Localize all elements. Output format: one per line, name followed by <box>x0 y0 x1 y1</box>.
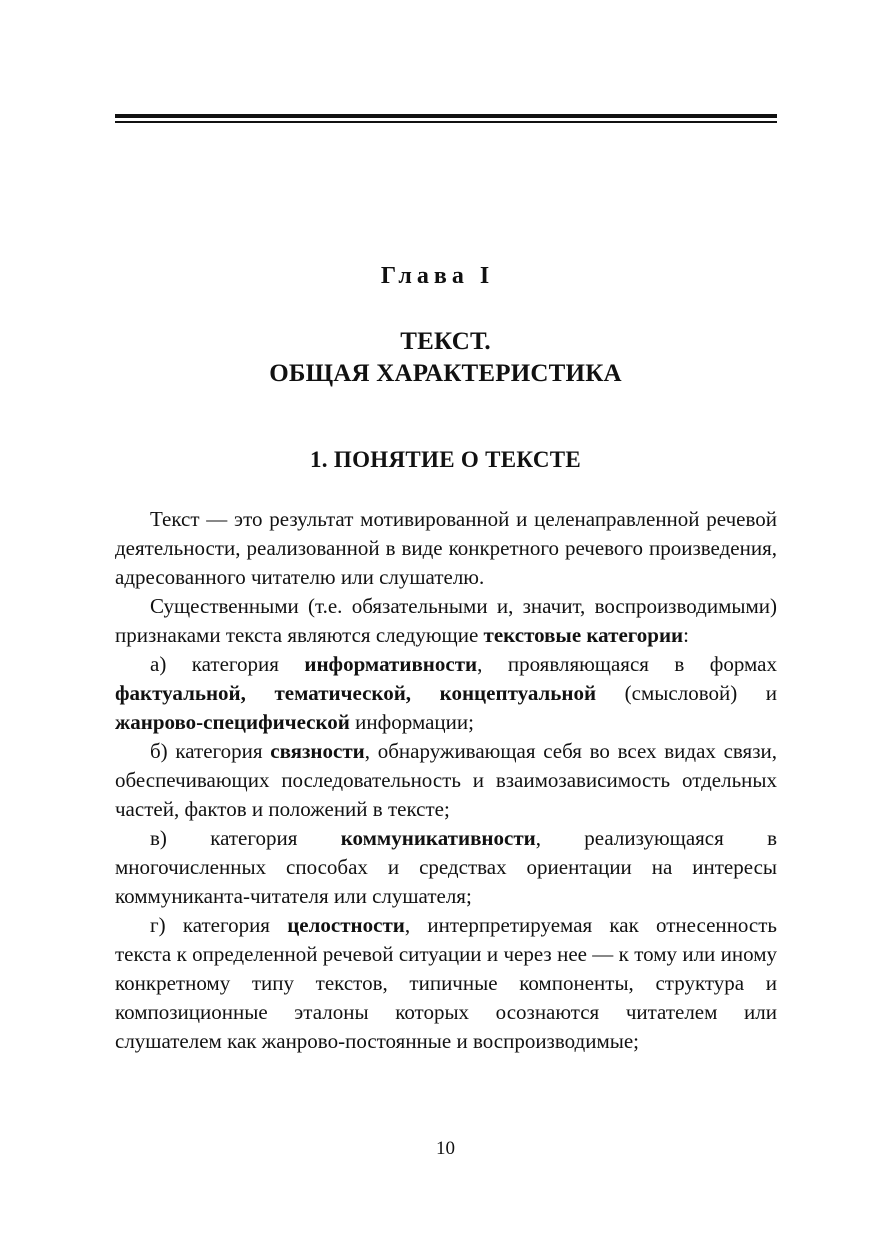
paragraph-definition-text: Текст — это результат мотивированной и целенаправленной речевой деятельности, реализованной в виде конкретного речевого произведения, адресованного читателю или слушателю. <box>115 507 777 589</box>
paragraph-definition <box>115 505 777 592</box>
item-d-term: целостности <box>287 913 405 937</box>
item-a-text3: информации; <box>349 710 474 734</box>
page-number: 10 <box>436 1138 455 1159</box>
item-a-prefix: а) категория <box>150 652 305 676</box>
item-a-term2: фактуальной, тематической, концептуальной <box>115 681 597 705</box>
header-rule-thin <box>115 121 777 123</box>
header-rule-thick <box>115 114 777 118</box>
item-a-text2: (смысловой) и <box>596 681 777 705</box>
section-heading: 1. ПОНЯТИЕ О ТЕКСТЕ <box>309 447 582 472</box>
item-d-text: , интерпретируемая как отнесенность текста к определенной речевой ситуации и через нее — к тому или иному конкретному типу текстов, типичные компоненты, структура и композиционные эталоны которых осознаются читателем или слушателем как жанрово-постоянные и воспроизводимые; <box>115 913 777 1053</box>
item-b-prefix: б) категория <box>150 739 271 763</box>
body-text <box>115 505 777 1056</box>
item-a-term3: жанрово-специфической <box>115 710 350 734</box>
paragraph-categories-intro <box>115 592 777 650</box>
categories-term: текстовые категории <box>483 623 684 647</box>
item-c-prefix: в) категория <box>150 826 341 850</box>
chapter-heading: Глава I <box>380 263 495 289</box>
list-item-informativity <box>115 650 777 737</box>
list-item-communicativity <box>115 824 777 911</box>
item-d-prefix: г) категория <box>150 913 288 937</box>
chapter-title-line2: ОБЩАЯ ХАРАКТЕРИСТИКА <box>269 360 622 387</box>
categories-intro-end: : <box>683 623 689 647</box>
list-item-cohesion <box>115 737 777 824</box>
item-c-term: коммуникативности <box>340 826 536 850</box>
item-a-text1: , проявляющаяся в формах <box>477 652 777 676</box>
item-b-term: связности <box>270 739 365 763</box>
list-item-integrity <box>115 911 777 1056</box>
item-c-text: , реализующаяся в многочисленных способах и средствах ориентации на интересы коммуниканта-читателя или слушателя; <box>115 826 778 908</box>
categories-intro-text: Существенными (т.е. обязательными и, значит, воспроизводимыми) признаками текста являются следующие <box>115 594 777 647</box>
chapter-title-line1: ТЕКСТ. <box>400 328 491 355</box>
item-b-text: , обнаруживающая себя во всех видах связи, обеспечивающих последовательность и взаимозависимость отдельных частей, фактов и положений в тексте; <box>115 739 777 821</box>
item-a-term: информативности <box>304 652 478 676</box>
